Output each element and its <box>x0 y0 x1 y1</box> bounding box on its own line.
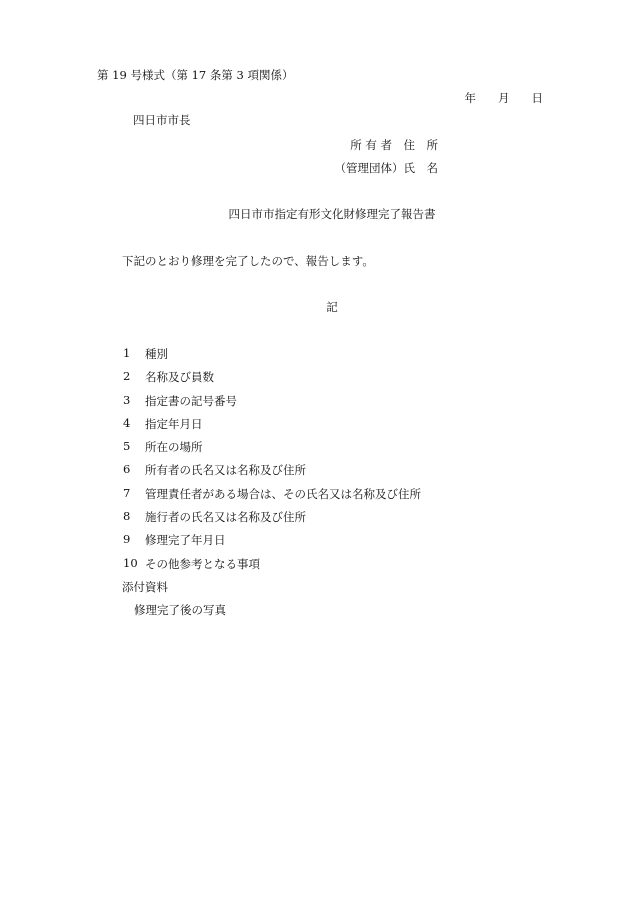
date-year-label: 年 <box>464 91 476 105</box>
item-number: 5 <box>123 439 131 454</box>
item-label: 種別 <box>145 347 168 361</box>
ki-heading: 記 <box>326 300 338 314</box>
intro-text: 下記のとおり修理を完了したので、報告します。 <box>122 254 374 268</box>
owner-name-label: （管理団体）氏 名 <box>334 161 438 175</box>
item-label: 所在の場所 <box>145 440 203 455</box>
item-label: 所有者の氏名又は名称及び住所 <box>145 463 306 478</box>
addressee: 四日市市長 <box>133 113 191 127</box>
list-item <box>122 393 421 416</box>
list-item <box>122 369 421 392</box>
list-item <box>122 532 421 555</box>
attachments-heading: 添付資料 <box>122 580 168 594</box>
document-title: 四日市市指定有形文化財修理完了報告書 <box>228 207 436 221</box>
list-item <box>122 439 421 462</box>
item-label: その他参考となる事項 <box>145 556 260 571</box>
item-number: 1 <box>123 346 131 360</box>
form-number: 第 19 号様式（第 17 条第 3 項関係） <box>97 68 294 82</box>
item-list <box>122 346 421 579</box>
item-number: 3 <box>123 392 131 407</box>
item-number: 8 <box>123 509 131 524</box>
item-label: 施行者の氏名又は名称及び住所 <box>145 510 306 525</box>
attachment-item: 修理完了後の写真 <box>134 603 226 617</box>
list-item <box>122 486 421 509</box>
item-label: 名称及び員数 <box>145 370 214 385</box>
item-number: 6 <box>123 462 131 477</box>
list-item <box>122 462 421 485</box>
item-number: 4 <box>123 415 131 430</box>
owner-address-label: 所 有 者 住 所 <box>350 138 438 152</box>
item-label: 指定書の記号番号 <box>145 393 237 408</box>
date-day-label: 日 <box>531 91 543 105</box>
list-item <box>122 509 421 532</box>
item-number: 10 <box>123 555 138 570</box>
list-item <box>122 346 421 369</box>
date-line <box>465 90 544 106</box>
date-month-label: 月 <box>498 91 510 105</box>
item-label: 指定年月日 <box>145 416 203 431</box>
list-item <box>122 556 421 579</box>
list-item <box>122 416 421 439</box>
item-number: 9 <box>123 532 131 547</box>
item-number: 2 <box>123 369 131 384</box>
item-label: 修理完了年月日 <box>145 533 226 548</box>
item-label: 管理責任者がある場合は、その氏名又は名称及び住所 <box>145 486 421 501</box>
item-number: 7 <box>123 485 131 500</box>
